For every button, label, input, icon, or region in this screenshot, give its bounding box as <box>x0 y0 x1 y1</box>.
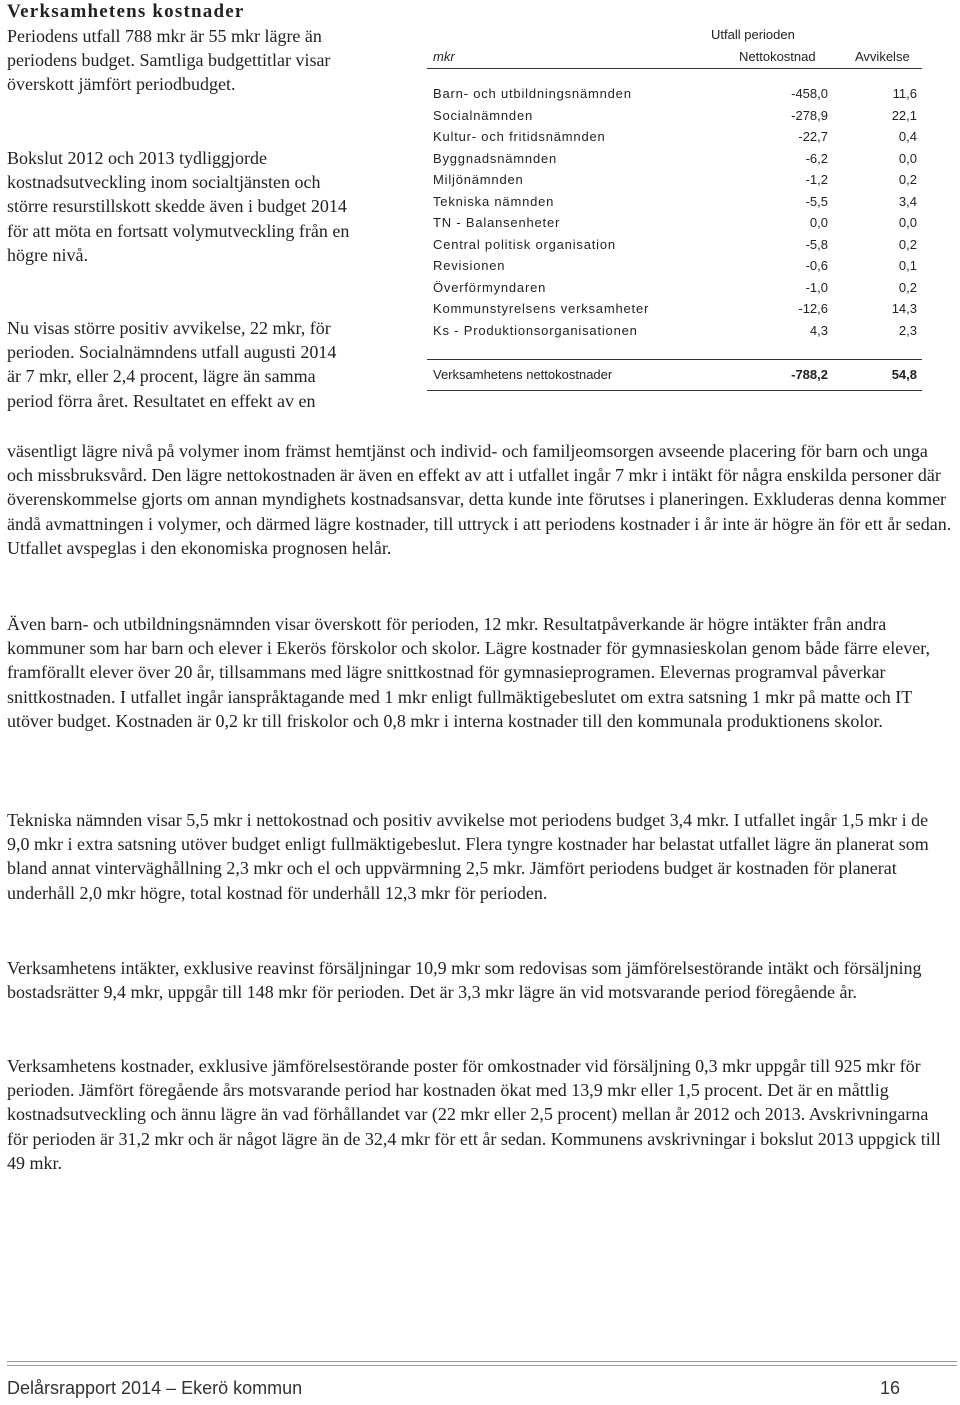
row-name: Kommunstyrelsens verksamheter <box>433 301 650 316</box>
table-row <box>427 215 922 237</box>
row-name: TN - Balansenheter <box>433 215 561 230</box>
row-net: -5,5 <box>805 193 828 209</box>
body-paragraph-4: Verksamhetens kostnader, exklusive jämförelsestörande poster för omkostnader vid försäljning 0,3 mkr uppgår till 925 mkr för perioden. Jämfört föregående års motsvarande period har kostnaden ökat med 13,9 mkr eller 1,5 procent. Det är en måttlig kostnadsutveckling och ännu lägre än vad förhållandet var (22 mkr eller 2,5 procent) mellan år 2012 och 2013. Avskrivningarna för perioden är 31,2 mkr och är något lägre än de 32,4 mkr för ett år sedan. Kommunens avskrivningar i bokslut 2013 uppgick till 49 mkr. <box>7 1056 941 1173</box>
row-net: 4,3 <box>809 322 828 338</box>
row-deviation: 0,1 <box>898 258 917 273</box>
intro-paragraph-2: Bokslut 2012 och 2013 tydliggjorde kostnadsutveckling inom socialtjänsten och större resurstillskott skedde även i budget 2014 för att möta en fortsatt volymutveckling från en högre nivå. <box>7 148 350 265</box>
row-name: Ks - Produktionsorganisationen <box>433 322 638 338</box>
table-row <box>427 280 922 302</box>
row-net: -22,7 <box>798 129 828 144</box>
row-name: Barn- och utbildningsnämnden <box>433 86 632 101</box>
row-deviation: 0,0 <box>898 150 917 166</box>
row-deviation: 3,4 <box>898 193 917 209</box>
total-net: -788,2 <box>791 367 828 382</box>
row-deviation: 22,1 <box>891 107 917 123</box>
paragraph-3-continued: väsentligt lägre nivå på volymer inom främst hemtjänst och individ- och familjeomsorgen avseende placering för barn och unga och missbruksvård. Den lägre nettokostnaden är även en effekt av att i utfallet ingår 7 mkr i intäkt för några enskilda personer där överenskommelse gjorts om annan myndighets kostnadsansvar, detta kunde inte förutses i planeringen. Exkluderas denna kommer ändå avmattningen i volymer, och därmed lägre kostnader, till uttryck i att periodens kostnader i år inte är högre än för ett år sedan. Utfallet avspeglas i den ekonomiska prognosen helår. <box>7 441 952 558</box>
row-net: -278,9 <box>791 107 828 123</box>
row-name: Överförmyndaren <box>433 279 547 295</box>
body-paragraph-2: Tekniska nämnden visar 5,5 mkr i nettokostnad och positiv avvikelse mot periodens budget 3,4 mkr. I utfallet ingår 1,5 mkr i de 9,0 mkr i extra satsning utöver budget enligt fullmäktigebeslut. Flera tyngre kostnader har belastat utfallet lägre än planerat som bland annat vinterväghållning 2,3 mkr och el och uppvärmning 2,5 mkr. Jämfört periodens budget är kostnaden för planerat underhåll 2,0 mkr högre, total kostnad för underhåll 12,3 mkr för perioden. <box>7 810 929 903</box>
table-header-rule <box>427 68 922 69</box>
row-deviation: 11,6 <box>892 86 917 101</box>
row-name: Socialnämnden <box>433 107 534 123</box>
row-deviation: 0,2 <box>898 236 917 252</box>
table-row <box>427 129 922 151</box>
table-header-net: Nettokostnad <box>739 49 816 64</box>
row-deviation: 0,0 <box>898 215 917 230</box>
table-row <box>427 301 922 323</box>
total-name: Verksamhetens nettokostnader <box>433 367 613 382</box>
row-net: -458,0 <box>791 86 828 101</box>
row-deviation: 0,4 <box>898 129 917 144</box>
row-net: -6,2 <box>805 150 828 166</box>
row-name: Tekniska nämnden <box>433 193 555 209</box>
row-net: -1,2 <box>805 172 828 187</box>
row-net: -12,6 <box>798 301 828 316</box>
table-header-period: Utfall perioden <box>711 27 795 42</box>
table-row <box>427 151 922 173</box>
row-name: Central politisk organisation <box>433 236 616 252</box>
row-net: -5,8 <box>805 236 828 252</box>
table-row <box>427 258 922 280</box>
table-header-unit: mkr <box>433 49 455 64</box>
row-name: Miljönämnden <box>433 172 524 187</box>
body-paragraph-3: Verksamhetens intäkter, exklusive reavinst försäljningar 10,9 mkr som redovisas som jämförelsestörande intäkt och försäljning bostadsrätter 9,4 mkr, uppgår till 148 mkr för perioden. Det är 3,3 mkr lägre än vid motsvarande period föregående år. <box>7 958 922 1003</box>
row-net: 0,0 <box>809 215 828 230</box>
row-deviation: 0,2 <box>898 172 917 187</box>
row-name: Byggnadsnämnden <box>433 150 558 166</box>
total-deviation: 54,8 <box>891 367 917 382</box>
intro-paragraph-1: Periodens utfall 788 mkr är 55 mkr lägre än periodens budget. Samtliga budgettitlar visar överskott jämfört periodbudget. <box>7 26 331 95</box>
table-row <box>427 172 922 194</box>
row-name: Kultur- och fritidsnämnden <box>433 129 606 144</box>
table-row <box>427 323 922 345</box>
row-deviation: 2,3 <box>898 322 917 338</box>
footer-title: Delårsrapport 2014 – Ekerö kommun <box>7 1378 303 1398</box>
table-total-row <box>427 359 922 391</box>
footer-divider <box>7 1361 957 1366</box>
table-row <box>427 108 922 130</box>
row-net: -1,0 <box>805 279 828 295</box>
row-deviation: 14,3 <box>891 301 917 316</box>
table-row <box>427 86 922 108</box>
page-number: 16 <box>879 1378 900 1398</box>
row-net: -0,6 <box>805 258 828 273</box>
table-row <box>427 237 922 259</box>
row-name: Revisionen <box>433 258 506 273</box>
table-row <box>427 194 922 216</box>
section-heading: Verksamhetens kostnader <box>7 1 245 22</box>
table-header-deviation: Avvikelse <box>855 49 910 64</box>
body-paragraph-1: Även barn- och utbildningsnämnden visar överskott för perioden, 12 mkr. Resultatpåverkande är högre intäkter från andra kommuner som har barn och elever i Ekerös förskolor och skolor. Lägre kostnader för gymnasieskolan genom både färre elever, framförallt elever över 20 år, tillsammans med lägre snittkostnad för gymnasieprogramen. Elevernas programval påverkar snittkostnaden. I utfallet ingår ianspråktagande med 1 mkr enligt fullmäktigebeslutet om extra satsning 1 mkr på matte och IT utöver budget. Kostnaden är 0,2 kr till friskolor och 0,8 mkr i interna kostnader till den kommunala produktionens skolor. <box>7 614 930 731</box>
intro-paragraph-3: Nu visas större positiv avvikelse, 22 mkr, för perioden. Socialnämndens utfall augusti 2014 är 7 mkr, eller 2,4 procent, lägre än samma period förra året. Resultatet en effekt av en <box>7 318 337 411</box>
row-deviation: 0,2 <box>898 279 917 295</box>
